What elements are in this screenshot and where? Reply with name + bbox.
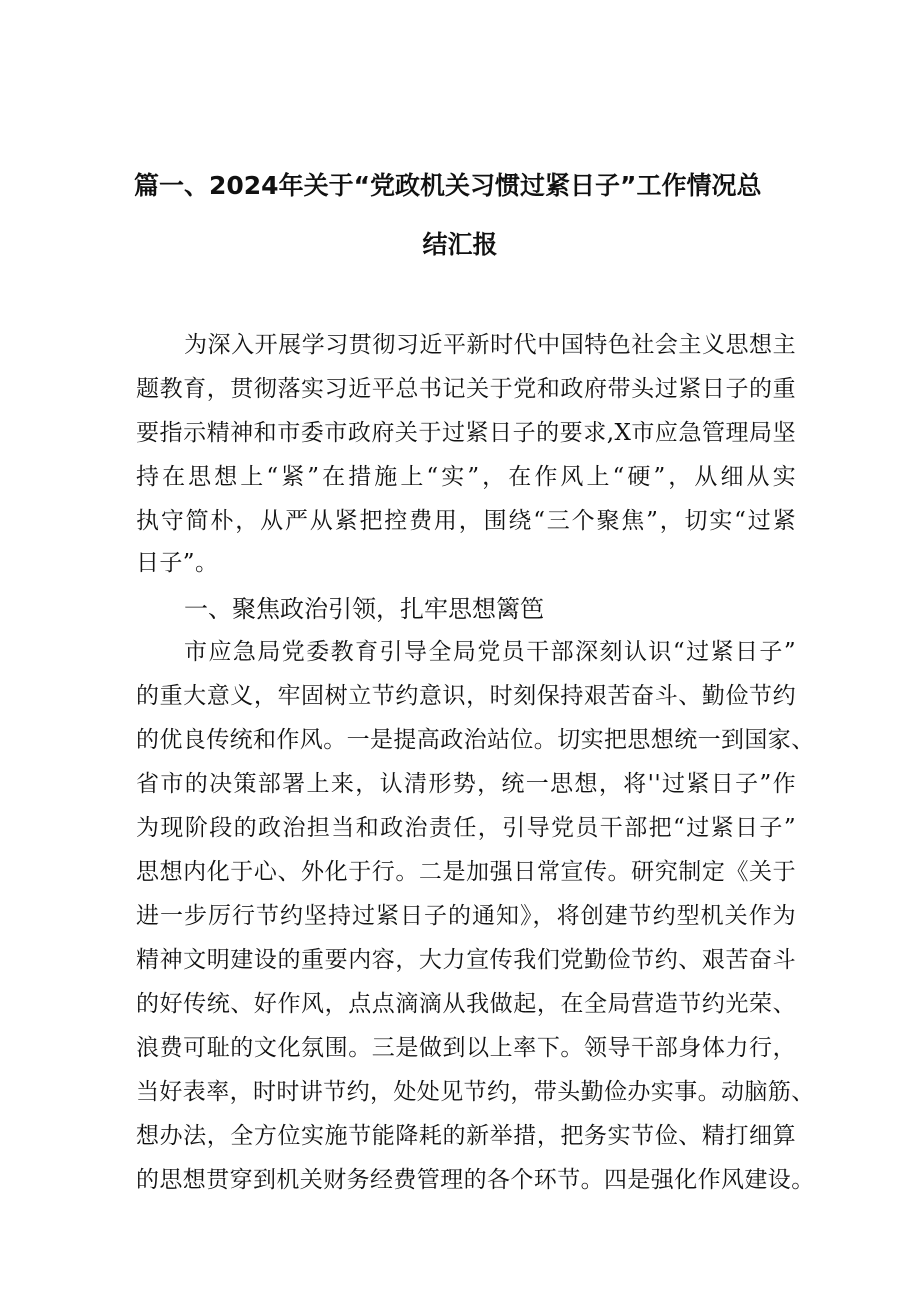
- section-paragraph-line: 精神文明建设的重要内容，大力宣传我们党勤俭节约、艰苦奋斗: [136, 947, 796, 973]
- section-heading: 一、聚焦政治引领，扎牢思想篱笆: [184, 595, 544, 623]
- section-paragraph-line: 进一步厉行节约坚持过紧日子的通知》，将创建节约型机关作为: [136, 903, 796, 929]
- section-paragraph-line: 浪费可耻的文化氛围。三是做到以上率下。领导干部身体力行，: [136, 1035, 796, 1061]
- intro-paragraph-line: 要指示精神和市委市政府关于过紧日子的要求,X市应急管理局坚: [136, 420, 796, 446]
- section-paragraph-line: 当好表率，时时讲节约，处处见节约，带头勤俭办实事。动脑筋、: [136, 1079, 815, 1105]
- section-paragraph-line: 为现阶段的政治担当和政治责任，引导党员干部把“过紧日子”: [136, 815, 796, 841]
- document-title-line-2: 结汇报: [422, 230, 498, 259]
- intro-paragraph-line: 为深入开展学习贯彻习近平新时代中国特色社会主义思想主: [184, 332, 796, 358]
- section-paragraph-line: 的重大意义，牢固树立节约意识，时刻保持艰苦奋斗、勤俭节约: [136, 683, 796, 709]
- section-paragraph-line: 的思想贯穿到机关财务经费管理的各个环节。四是强化作风建设。: [136, 1167, 815, 1193]
- section-paragraph-line: 思想内化于心、外化于行。二是加强日常宣传。研究制定《关于: [136, 859, 796, 885]
- section-paragraph-line: 市应急局党委教育引导全局党员干部深刻认识“过紧日子”: [184, 639, 796, 665]
- section-paragraph-line: 的优良传统和作风。一是提高政治站位。切实把思想统一到国家、: [136, 727, 815, 753]
- section-paragraph-line: 省市的决策部署上来，认清形势，统一思想，将''过紧日子”作: [136, 771, 796, 797]
- intro-paragraph-line: 题教育，贯彻落实习近平总书记关于党和政府带头过紧日子的重: [136, 376, 796, 402]
- intro-paragraph-line: 执守简朴，从严从紧把控费用，围绕“三个聚焦”，切实“过紧: [136, 508, 796, 534]
- section-paragraph-line: 想办法，全方位实施节能降耗的新举措，把务实节俭、精打细算: [136, 1123, 796, 1149]
- document-title-line-1: 篇一、2024年关于“党政机关习惯过紧日子”工作情况总: [134, 171, 762, 200]
- intro-paragraph-line: 日子”。: [136, 550, 219, 576]
- section-paragraph-line: 的好传统、好作风，点点滴滴从我做起，在全局营造节约光荣、: [136, 991, 796, 1017]
- intro-paragraph-line: 持在思想上“紧”在措施上“实”，在作风上“硬”，从细从实: [136, 464, 796, 490]
